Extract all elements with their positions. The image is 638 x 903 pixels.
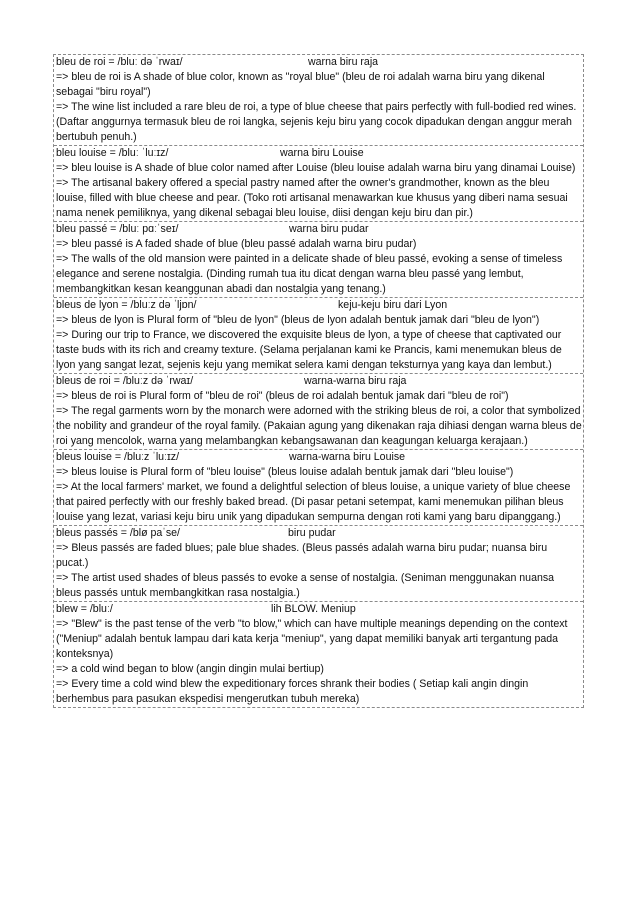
definition-line: => bleus de roi is Plural form of "bleu de roi" (bleus de roi adalah bentuk jamak dari "bleu de roi")	[56, 390, 509, 402]
example-line: => Every time a cold wind blew the expeditionary forces shrank their bodies ( Setiap kali angin dingin berhembus para pasukan ekspedisi mengerutkan tubuh mereka)	[56, 678, 529, 705]
entry-bleus-de-lyon	[54, 298, 583, 374]
headword: bleus de roi = /bluːz də ˈrwaɪ/	[56, 375, 194, 387]
entry-blew	[54, 602, 583, 707]
entry-bleu-louise	[54, 146, 583, 222]
gloss: biru pudar	[288, 527, 336, 539]
gloss: warna biru raja	[308, 56, 379, 68]
entry-bleus-de-roi	[54, 374, 583, 450]
headword: bleu de roi = /bluː də ˈrwaɪ/	[56, 56, 183, 68]
entry-header	[56, 55, 582, 70]
gloss: warna-warna biru raja	[304, 375, 407, 387]
definition-line: => bleu de roi is A shade of blue color, known as "royal blue" (bleu de roi adalah warna biru yang dikenal sebagai "biru royal")	[56, 71, 545, 98]
gloss: warna biru pudar	[289, 223, 369, 235]
example-line: => During our trip to France, we discovered the exquisite bleus de lyon, a type of cheese that captivated our taste buds with its rich and creamy texture. (Selama perjalanan kami ke Prancis, kami menemukan bleus de lyon yang sangat lezat, sejenis keju yang memikat selera kami dengan teksturnya yang kaya dan lembut.)	[56, 329, 562, 371]
entry-bleu-de-roi	[54, 55, 583, 146]
entry-header	[56, 222, 582, 237]
example-line: => a cold wind began to blow (angin dingin mulai bertiup)	[56, 663, 324, 675]
gloss: warna-warna biru Louise	[289, 451, 406, 463]
entry-bleus-passes	[54, 526, 583, 602]
definition-line: => "Blew" is the past tense of the verb "to blow," which can have multiple meanings depending on the context ("Meniup" adalah bentuk lampau dari kata kerja "meniup", yang dapat memiliki banyak arti tergantung pada konteksnya)	[56, 618, 568, 660]
definition-line: => bleu louise is A shade of blue color named after Louise (bleu louise adalah warna biru yang dinamai Louise)	[56, 162, 576, 174]
gloss: lih BLOW. Meniup	[271, 603, 356, 615]
headword: bleu louise = /bluː ˈluːɪz/	[56, 147, 169, 159]
definition-line: => Bleus passés are faded blues; pale blue shades. (Bleus passés adalah warna biru pudar; nuansa biru pucat.)	[56, 542, 548, 569]
example-line: => The artist used shades of bleus passés to evoke a sense of nostalgia. (Seniman menggunakan nuansa bleus passés untuk membangkitkan rasa nostalgia.)	[56, 572, 555, 599]
entry-header	[56, 298, 582, 313]
example-line: => The artisanal bakery offered a special pastry named after the owner's grandmother, known as the bleu louise, filled with blue cheese and pear. (Toko roti artisanal menawarkan kue khusus yang diberi nama sesuai nama nenek pemiliknya, yang dikenal sebagai bleu louise, diisi dengan keju biru dan pir.)	[56, 177, 568, 219]
gloss: warna biru Louise	[280, 147, 364, 159]
headword: blew = /bluː/	[56, 603, 113, 615]
gloss: keju-keju biru dari Lyon	[338, 299, 448, 311]
entry-header	[56, 146, 582, 161]
example-line: => At the local farmers' market, we found a delightful selection of bleus louise, a unique variety of blue cheese that paired perfectly with our freshly baked bread. (Di pasar petani setempat, kami menemukan pilihan bleus louise yang lezat, variasi keju biru unik yang dipadukan sempurna dengan roti kami yang baru dipanggang.)	[56, 481, 571, 523]
example-line: => The walls of the old mansion were painted in a delicate shade of bleu passé, evoking a sense of timeless elegance and serene nostalgia. (Dinding rumah tua itu dicat dengan warna bleu passé yang lembut, membangkitkan kesan keanggunan abadi dan nostalgia yang tenang.)	[56, 253, 563, 295]
entry-bleu-passe	[54, 222, 583, 298]
definition-line: => bleus de lyon is Plural form of "bleu de lyon" (bleus de lyon adalah bentuk jamak dari "bleu de lyon")	[56, 314, 540, 326]
example-line: => The wine list included a rare bleu de roi, a type of blue cheese that pairs perfectly with full-bodied red wines. (Daftar anggurnya termasuk bleu de roi langka, sejenis keju biru yang cocok dipadukan dengan anggur merah bertubuh penuh.)	[56, 101, 577, 143]
entry-header	[56, 602, 582, 617]
headword: bleus de lyon = /bluːz də ˈljɒn/	[56, 299, 197, 311]
entry-bleus-louise	[54, 450, 583, 526]
definition-line: => bleu passé is A faded shade of blue (bleu passé adalah warna biru pudar)	[56, 238, 417, 250]
entry-header	[56, 374, 582, 389]
definition-line: => bleus louise is Plural form of "bleu louise" (bleus louise adalah bentuk jamak dari "bleu louise")	[56, 466, 514, 478]
headword: bleus passés = /blø paˈse/	[56, 527, 180, 539]
headword: bleu passé = /bluː pɑːˈseɪ/	[56, 223, 179, 235]
example-line: => The regal garments worn by the monarch were adorned with the striking bleus de roi, a color that symbolized the nobility and grandeur of the royal family. (Pakaian agung yang dikenakan raja dihiasi dengan warna bleus de roi yang mencolok, warna yang melambangkan kebangsawanan dan keagungan keluarga kerajaan.)	[56, 405, 582, 447]
entry-header	[56, 450, 582, 465]
dictionary-document	[53, 54, 584, 708]
headword: bleus louise = /bluːz ˈluːɪz/	[56, 451, 180, 463]
entry-header	[56, 526, 582, 541]
